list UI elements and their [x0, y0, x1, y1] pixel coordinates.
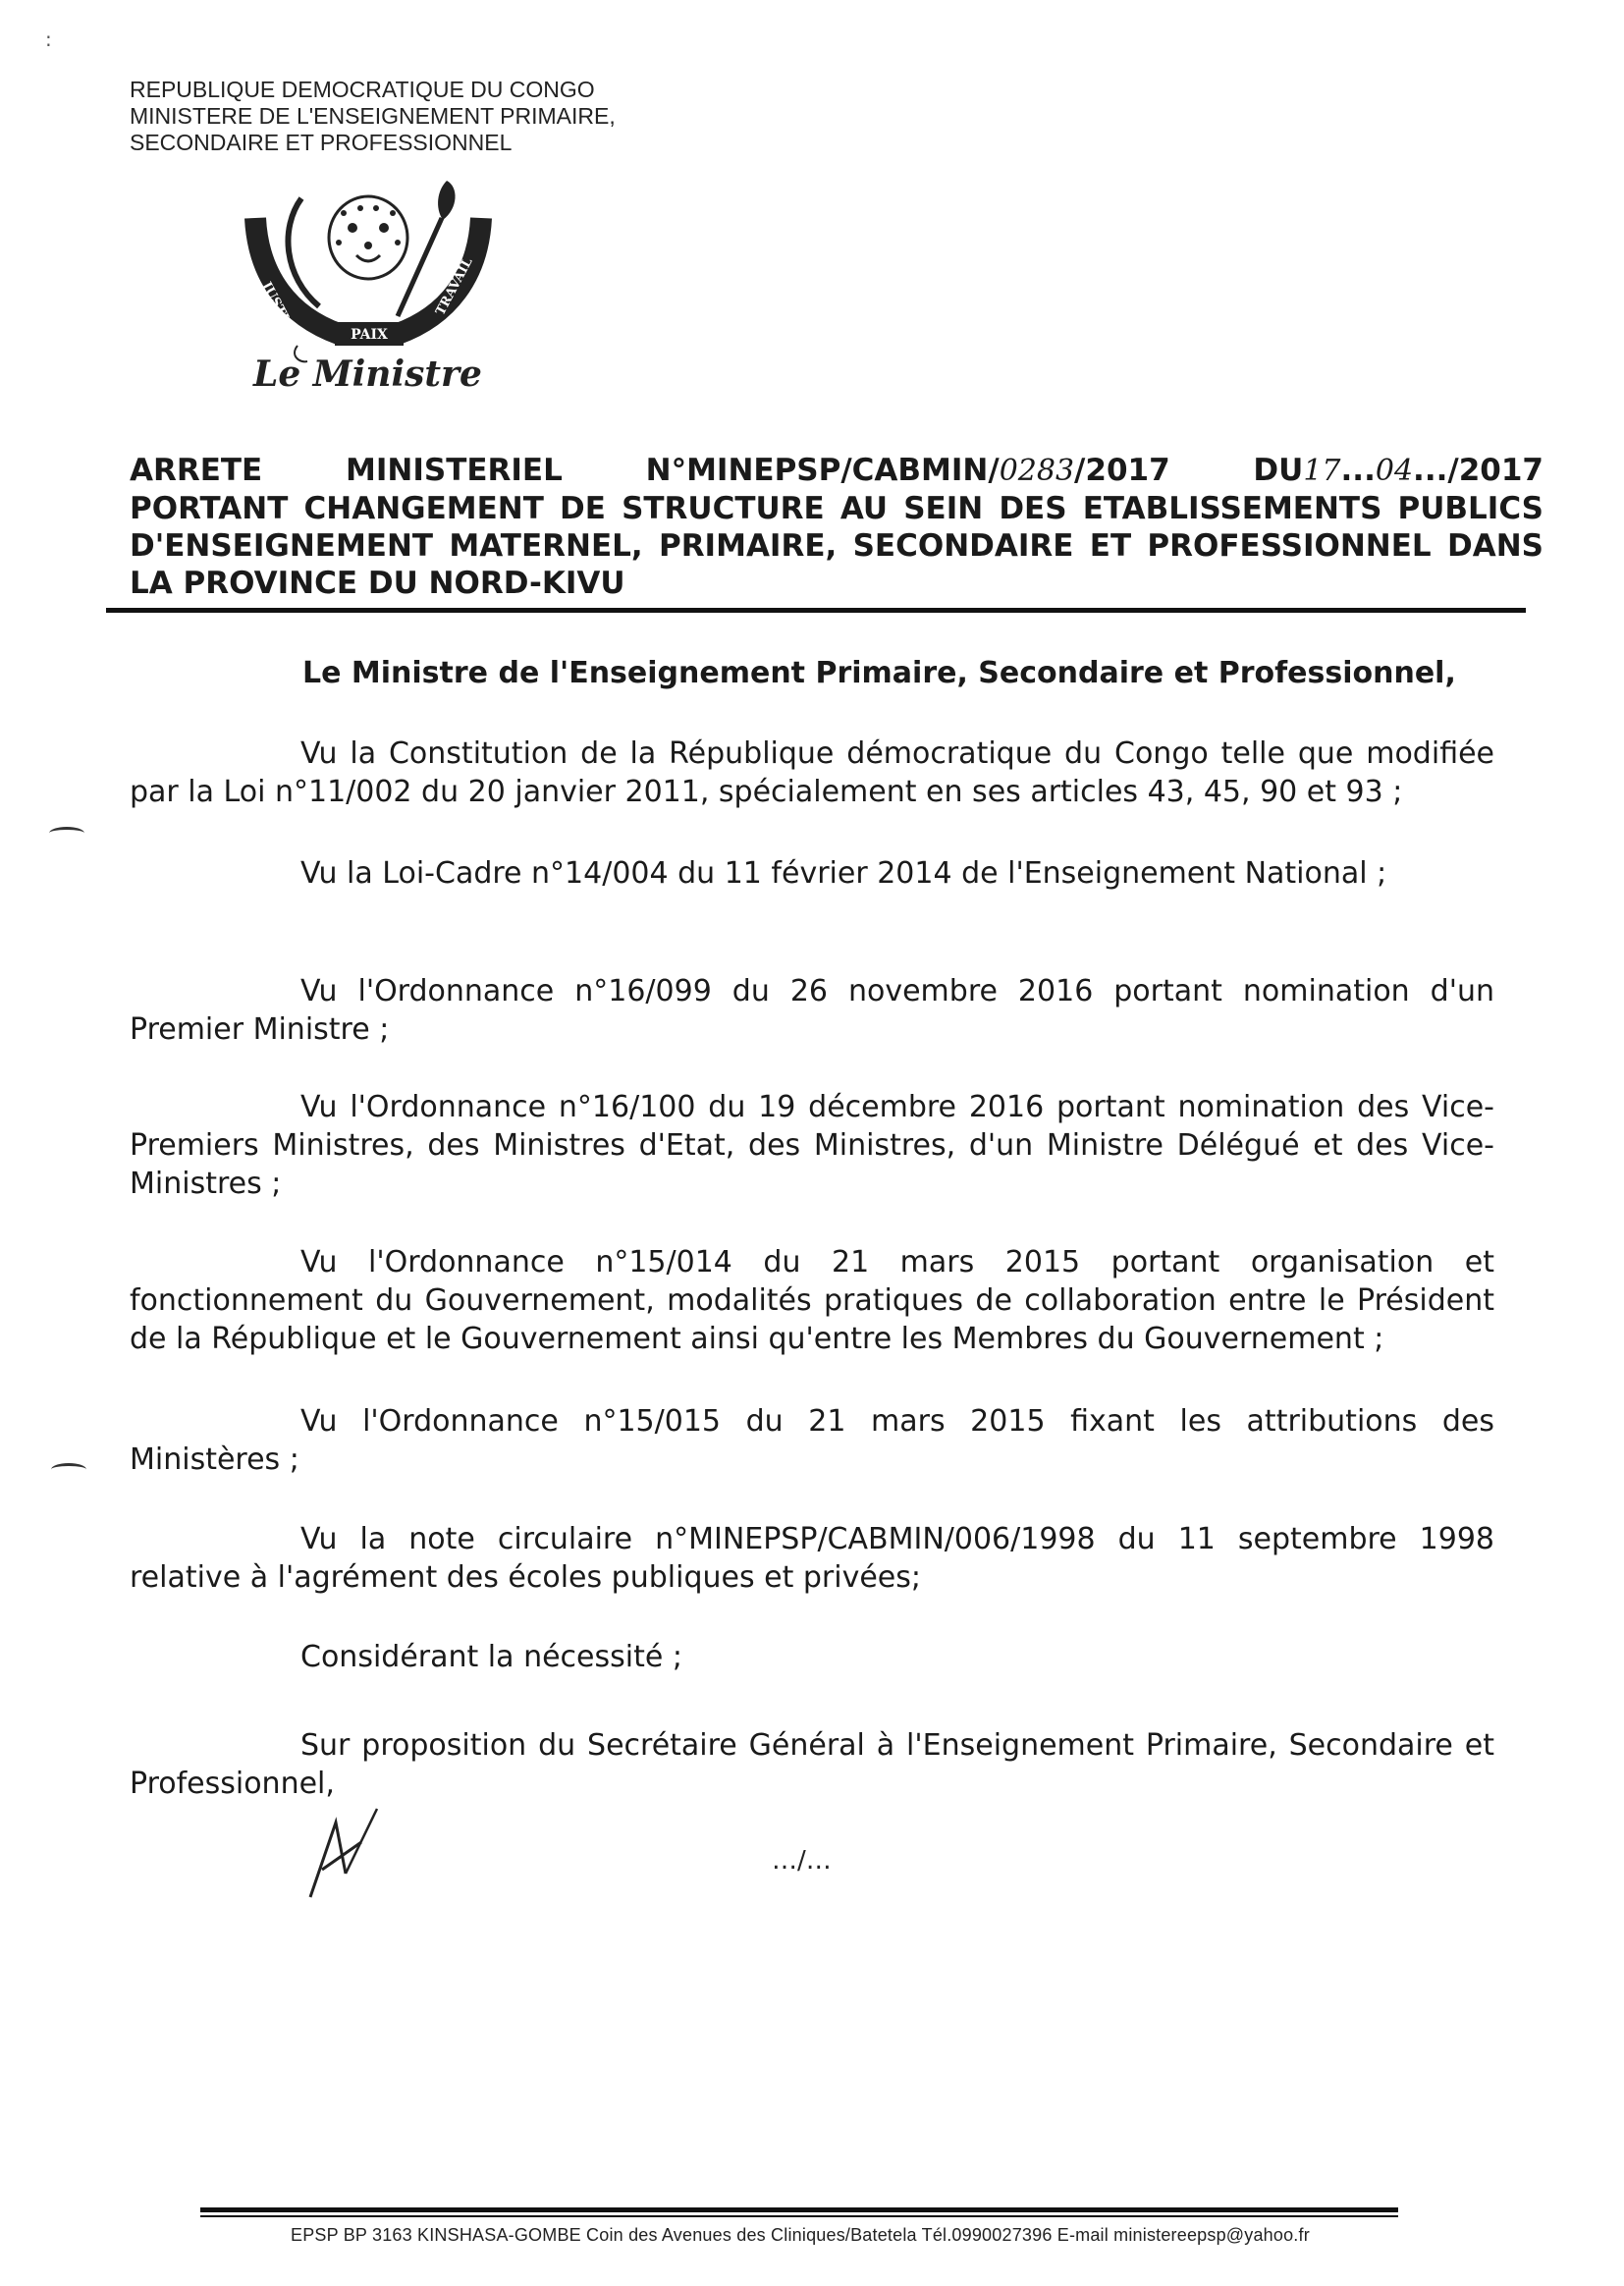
letterhead-ministry: MINISTERE DE L'ENSEIGNEMENT PRIMAIRE, [130, 103, 616, 129]
recital-paragraph: Vu la Loi-Cadre n°14/004 du 11 février 2014 de l'Enseignement National ; [300, 856, 1387, 891]
handwritten-month: 04 [1375, 454, 1414, 488]
decree-title-line: LA PROVINCE DU NORD-KIVU [130, 566, 625, 601]
continued-marker: …/… [772, 1846, 832, 1876]
svg-text:PAIX: PAIX [351, 327, 388, 343]
letterhead [130, 77, 616, 156]
handwritten-day: 17 [1303, 454, 1341, 488]
recital-paragraph: Vu l'Ordonnance n°16/100 du 19 décembre 2016 portant nomination des Vice-Premiers Ministres, des Ministres d'Etat, des Ministres, d'un Ministre Délégué et des Vice-Ministres ; [130, 1090, 1494, 1201]
recital-paragraph: Vu la Constitution de la République démocratique du Congo telle que modifiée par la Loi n°11/002 du 20 janvier 2011, spécialement en ses articles 43, 45, 90 et 93 ; [130, 736, 1494, 809]
recital-paragraph: Considérant la nécessité ; [300, 1640, 682, 1674]
letterhead-ministry-cont: SECONDAIRE ET PROFESSIONNEL [130, 130, 513, 155]
decree-heading [130, 452, 1543, 602]
decree-number: N°MINEPSP/CABMIN/0283/2017 [645, 453, 1170, 488]
margin-mark [51, 1463, 86, 1476]
footer-rule [200, 2207, 1398, 2212]
minister-greeting: Le Ministre de l'Enseignement Primaire, Secondaire et Professionnel, [302, 656, 1456, 690]
footer-rule-thin [200, 2215, 1398, 2217]
decree-title-line: PORTANT CHANGEMENT DE STRUCTURE AU SEIN DES ETABLISSEMENTS PUBLICS [130, 491, 1543, 526]
decree-word: ARRETE [130, 453, 263, 488]
recital-paragraph: Sur proposition du Secrétaire Général à l'Enseignement Primaire, Secondaire et Professionnel, [130, 1728, 1494, 1801]
footer-address: EPSP BP 3163 KINSHASA-GOMBE Coin des Avenues des Cliniques/Batetela Tél.0990027396 E-mail ministereepsp@yahoo.fr [291, 2225, 1310, 2245]
decree-type: MINISTERIEL [346, 453, 563, 488]
svg-text:TRAVAIL: TRAVAIL [433, 255, 476, 318]
coat-of-arms-emblem [241, 169, 496, 365]
decree-date: DU17...04.../2017 [1253, 453, 1543, 488]
recital-paragraph: Vu la note circulaire n°MINEPSP/CABMIN/006/1998 du 11 septembre 1998 relative à l'agrément des écoles publiques et privées; [130, 1522, 1494, 1595]
decree-number-line [130, 452, 1543, 490]
svg-text:JUSTICE: JUSTICE [258, 279, 301, 342]
decree-title-line: D'ENSEIGNEMENT MATERNEL, PRIMAIRE, SECONDAIRE ET PROFESSIONNEL DANS [130, 528, 1543, 564]
letterhead-country: REPUBLIQUE DEMOCRATIQUE DU CONGO [130, 77, 595, 102]
recital-paragraph: Vu l'Ordonnance n°15/014 du 21 mars 2015 portant organisation et fonctionnement du Gouvernement, modalités pratiques de collaboration entre le Président de la République et le Gouvernement ainsi qu'entre les Membres du Gouvernement ; [130, 1245, 1494, 1356]
recital-paragraph: Vu l'Ordonnance n°15/015 du 21 mars 2015 fixant les attributions des Ministères ; [130, 1404, 1494, 1477]
leopard-head-icon [329, 196, 407, 279]
handwritten-number: 0283 [999, 454, 1075, 488]
handwritten-initial-signature [302, 1805, 391, 1903]
heading-rule [106, 608, 1526, 613]
minister-title: Le Ministre [253, 354, 482, 395]
scan-mark: : [45, 27, 52, 51]
margin-mark [49, 827, 84, 840]
recital-paragraph: Vu l'Ordonnance n°16/099 du 26 novembre 2016 portant nomination d'un Premier Ministre ; [130, 974, 1494, 1047]
